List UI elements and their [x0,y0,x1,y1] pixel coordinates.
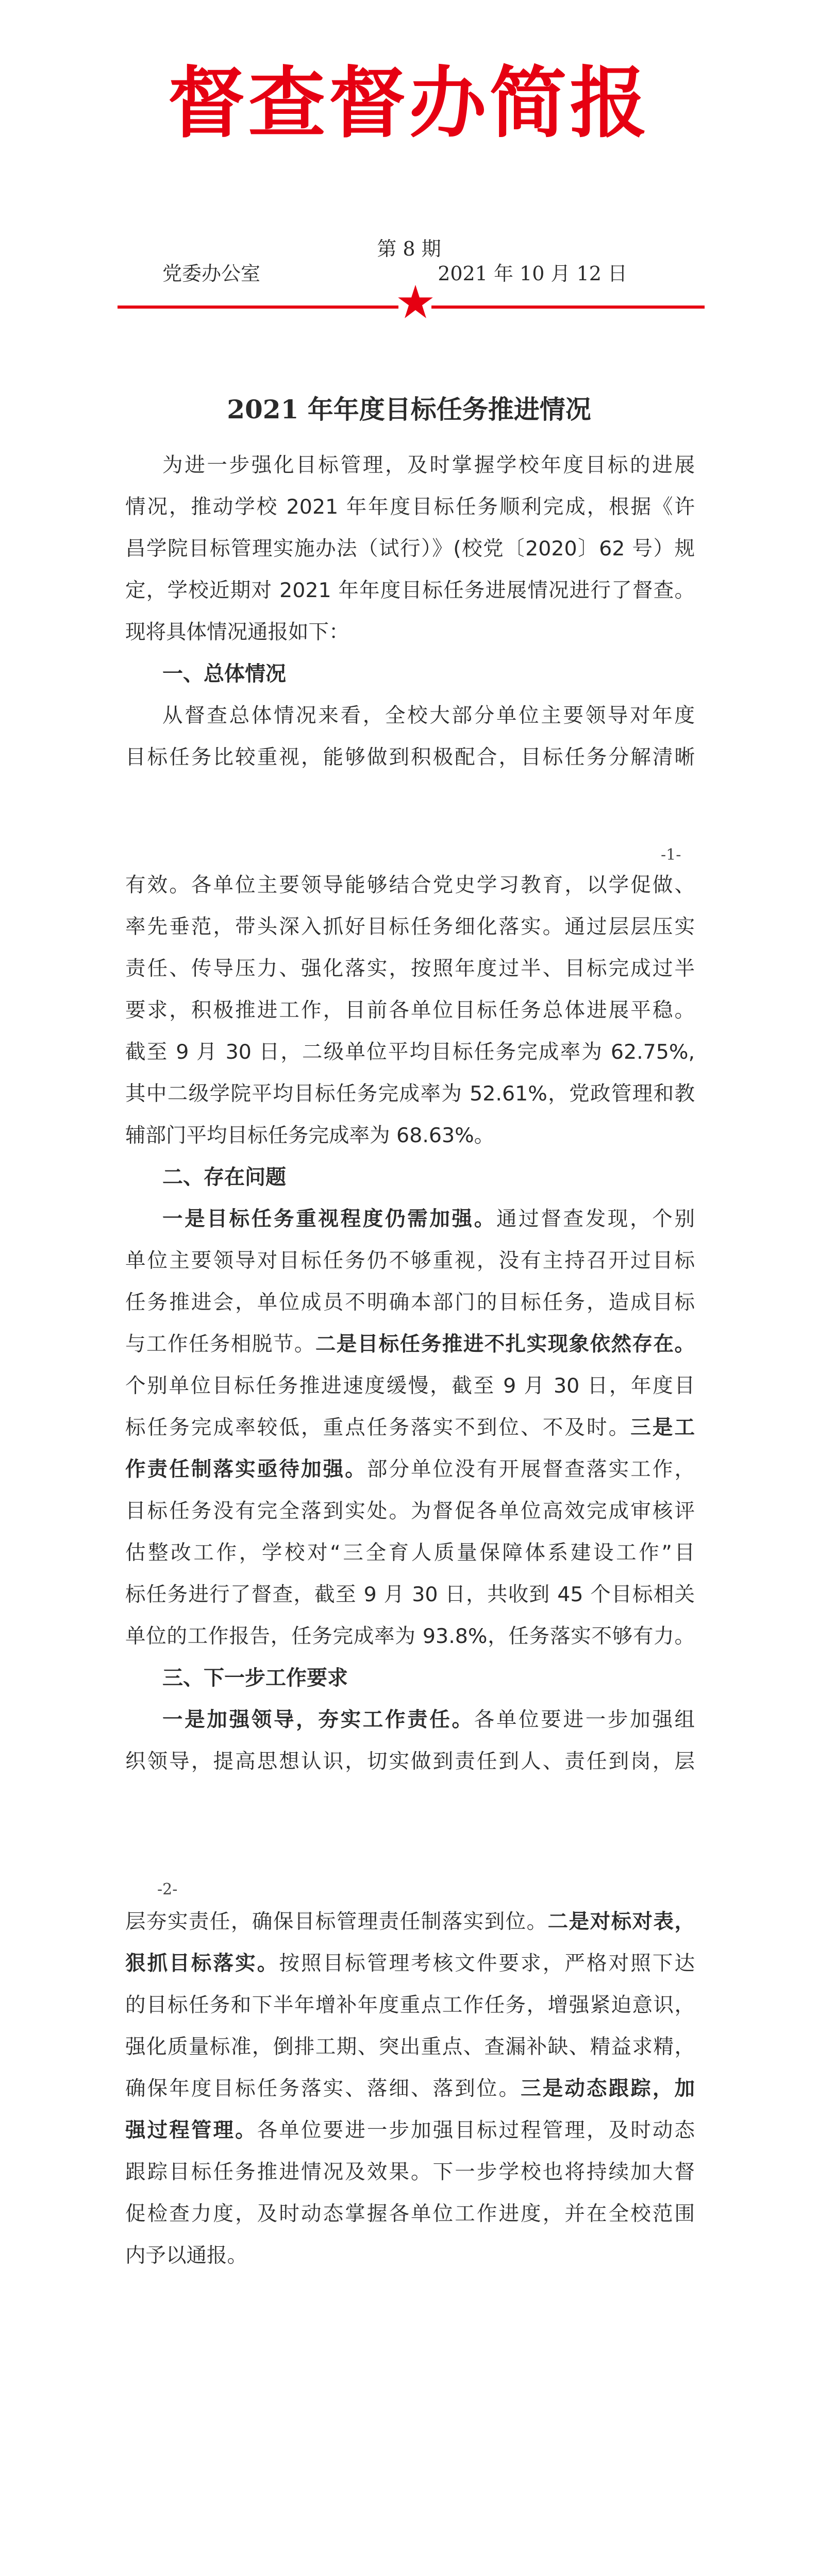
emphasis-text: 狠抓目标落实。 [125,1952,279,1975]
body-text: 通过督查发现，个别 [496,1207,695,1231]
body-line [125,2110,695,2151]
body-line: 目标任务没有完全落到实处。为督促各单位高效完成审核评 [125,1499,695,1523]
emphasis-text: 三是动态跟踪，加 [521,2077,695,2100]
body-line [125,1943,695,1985]
intro-line: 为进一步强化目标管理，及时掌握学校年度目标的进展 [162,453,695,477]
body-line [125,1324,695,1365]
body-line: 单位主要领导对目标任务仍不够重视，没有主持召开过目标 [125,1249,695,1273]
body-text: 各单位要进一步加强目标过程管理，及时动态 [257,2119,695,2142]
body-text: 各单位要进一步加强组 [474,1708,695,1732]
body-text: 确保年度目标任务落实、落细、落到位。 [125,2077,521,2100]
body-line: 责任、传导压力、强化落实，按照年度过半、目标完成过半 [125,957,695,980]
body-line: 辅部门平均目标任务完成率为 68.63%。 [125,1124,495,1147]
issue-date: 2021 年 10 月 12 日 [438,262,627,285]
intro-line: 情况，推动学校 2021 年年度目标任务顺利完成，根据《许 [125,495,695,519]
body-text: 标任务完成率较低，重点任务落实不到位、不及时。 [125,1416,631,1439]
body-line: 强化质量标准，倒排工期、突出重点、查漏补缺、精益求精， [125,2035,695,2059]
emphasis-text: 一是加强领导，夯实工作责任。 [162,1708,474,1732]
body-line [125,1901,695,1943]
masthead-title: 督查督办简报 [168,58,650,148]
body-line [125,2068,695,2110]
body-line: 织领导，提高思想认识，切实做到责任到人、责任到岗，层 [125,1750,695,1773]
red-divider-right [431,306,705,309]
star-icon [397,283,434,320]
body-line: 内予以通报。 [125,2244,247,2267]
body-line: 率先垂范，带头深入抓好目标任务细化落实。通过层层压实 [125,915,695,939]
body-line: 促检查力度，及时动态掌握各单位工作进度，并在全校范围 [125,2202,695,2226]
body-line: 截至 9 月 30 日，二级单位平均目标任务完成率为 62.75%, [125,1040,695,1064]
body-line: 任务推进会，单位成员不明确本部门的目标任务，造成目标 [125,1291,695,1314]
body-line: 标任务进行了督查，截至 9 月 30 日，共收到 45 个目标相关 [125,1583,695,1606]
body-line [125,1407,695,1449]
emphasis-text: 二是目标任务推进不扎实现象依然存在。 [315,1332,695,1356]
section-heading-overall: 一、总体情况 [162,662,286,686]
intro-line: 现将具体情况通报如下： [125,620,349,644]
body-text: 部分单位没有开展督查落实工作， [366,1458,695,1481]
article-title: 2021 年年度目标任务推进情况 [227,394,591,425]
intro-line: 昌学院目标管理实施办法（试行）》(校党〔2020〕62 号）规 [125,537,695,561]
issue-number: 第 8 期 [377,238,441,260]
body-line: 的目标任务和下半年增补年度重点工作任务，增强紧迫意识， [125,1993,695,2017]
page-number: -1- [661,846,681,864]
body-line: 跟踪目标任务推进情况及效果。下一步学校也将持续加大督 [125,2160,695,2184]
emphasis-text: 三是工 [630,1416,695,1439]
emphasis-text: 强过程管理。 [125,2119,257,2142]
intro-line: 定，学校近期对 2021 年年度目标任务进展情况进行了督查。 [125,579,695,602]
body-text: 层夯实责任，确保目标管理责任制落实到位。 [125,1910,548,1934]
red-divider-left [118,306,398,309]
section-heading-problems: 二、存在问题 [162,1165,286,1189]
body-line: 个别单位目标任务推进速度缓慢，截至 9 月 30 日，年度目 [125,1374,695,1398]
body-line: 估整改工作，学校对“三全育人质量保障体系建设工作”目 [125,1541,695,1565]
body-line [162,1198,695,1240]
emphasis-text: 作责任制落实亟待加强。 [125,1458,367,1481]
body-text: 按照目标管理考核文件要求，严格对照下达 [279,1952,695,1975]
body-line [125,1449,695,1490]
page-number: -2- [157,1880,178,1899]
body-line: 有效。各单位主要领导能够结合党史学习教育，以学促做、 [125,873,695,897]
emphasis-text: 二是对标对表， [547,1910,695,1934]
body-line: 单位的工作报告，任务完成率为 93.8%，任务落实不够有力。 [125,1624,695,1648]
body-text: 与工作任务相脱节。 [125,1332,315,1356]
issuing-office: 党委办公室 [162,262,261,285]
section-heading-next-steps: 三、下一步工作要求 [162,1666,348,1690]
emphasis-text: 一是目标任务重视程度仍需加强。 [162,1207,496,1231]
body-line: 目标任务比较重视，能够做到积极配合，目标任务分解清晰 [125,745,695,769]
body-line [162,1699,695,1741]
body-line: 从督查总体情况来看，全校大部分单位主要领导对年度 [162,704,695,727]
body-line: 要求，积极推进工作，目前各单位目标任务总体进展平稳。 [125,998,695,1022]
body-line: 其中二级学院平均目标任务完成率为 52.61%，党政管理和教 [125,1082,695,1106]
